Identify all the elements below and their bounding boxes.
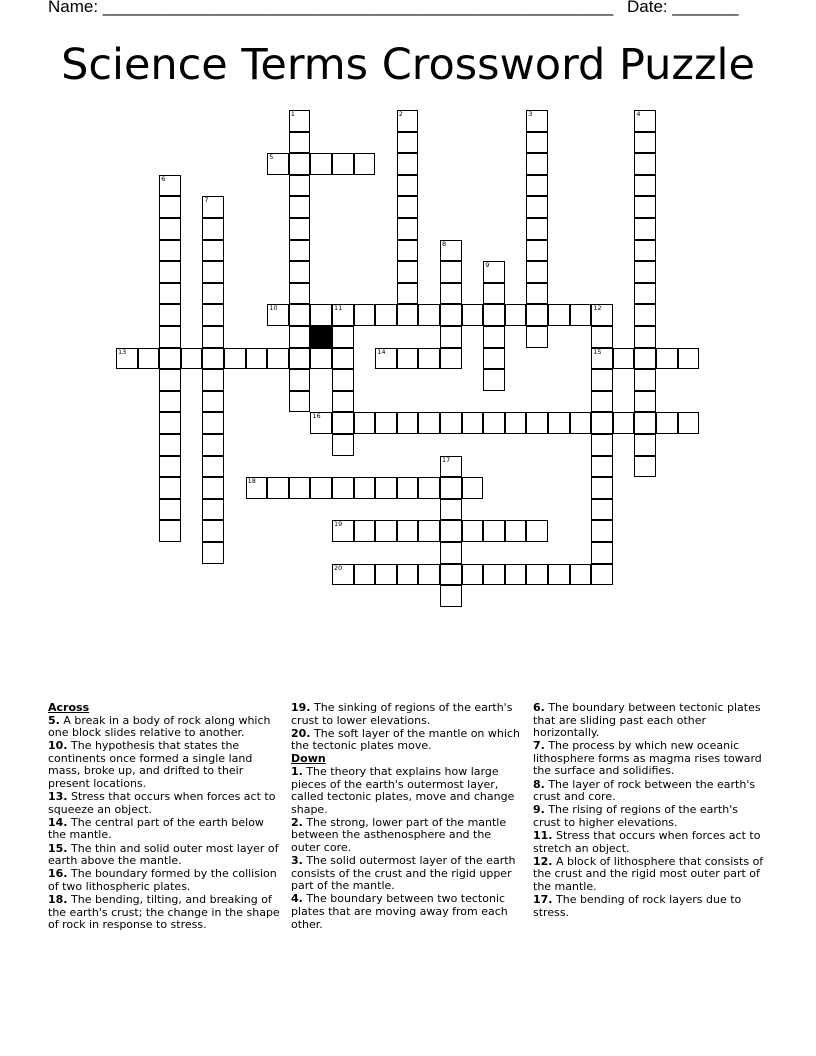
grid-cell[interactable] — [440, 304, 462, 326]
down-heading: Down — [291, 752, 326, 766]
grid-cell[interactable] — [440, 520, 462, 542]
clue-number-label: 20. — [291, 726, 311, 740]
grid-cell[interactable] — [267, 348, 289, 370]
grid-cell[interactable] — [332, 520, 354, 542]
clue-text: The hypothesis that states the continents once formed a single land mass, broke up, and drifted to their present locations. — [48, 739, 253, 791]
grid-cell[interactable] — [462, 477, 484, 499]
clue-number-label: 12. — [533, 854, 553, 868]
grid-cell[interactable] — [354, 564, 376, 586]
grid-cell[interactable] — [332, 348, 354, 370]
grid-cell[interactable] — [591, 499, 613, 521]
grid-cell[interactable] — [159, 240, 181, 262]
grid-cell[interactable] — [397, 261, 419, 283]
grid-cell[interactable] — [159, 196, 181, 218]
crossword-grid — [116, 110, 716, 610]
grid-cell[interactable] — [418, 412, 440, 434]
grid-cell[interactable] — [526, 110, 548, 132]
clue-number: 11 — [334, 304, 343, 313]
clue-number-label: 15. — [48, 841, 68, 855]
clue-number-label: 14. — [48, 815, 68, 829]
grid-cell[interactable] — [591, 304, 613, 326]
grid-cell[interactable] — [634, 412, 656, 434]
grid-cell[interactable] — [289, 196, 311, 218]
grid-cell[interactable] — [289, 110, 311, 132]
clue-number-label: 18. — [48, 892, 68, 906]
clue-text: The boundary formed by the collision of two lithospheric plates. — [48, 867, 277, 893]
grid-cell[interactable] — [418, 304, 440, 326]
grid-cell[interactable] — [397, 564, 419, 586]
clue-down — [533, 779, 765, 804]
grid-cell[interactable] — [202, 218, 224, 240]
grid-cell[interactable] — [202, 240, 224, 262]
grid-cell[interactable] — [462, 564, 484, 586]
grid-cell[interactable] — [310, 412, 332, 434]
clue-down — [533, 740, 765, 778]
grid-cell[interactable] — [202, 196, 224, 218]
grid-cell[interactable] — [526, 412, 548, 434]
header — [48, 0, 748, 20]
grid-cell[interactable] — [634, 456, 656, 478]
grid-cell[interactable] — [289, 218, 311, 240]
grid-cell[interactable] — [289, 369, 311, 391]
grid-cell[interactable] — [634, 283, 656, 305]
clue-across — [291, 728, 523, 753]
grid-cell[interactable] — [526, 218, 548, 240]
clue-number: 4 — [636, 110, 641, 118]
grid-cell[interactable] — [116, 348, 138, 370]
grid-cell[interactable] — [354, 520, 376, 542]
grid-cell[interactable] — [267, 304, 289, 326]
clue-number-label: 8. — [533, 777, 545, 791]
clue-down — [291, 766, 523, 816]
grid-cell[interactable] — [202, 283, 224, 305]
grid-cell[interactable] — [418, 348, 440, 370]
grid-cell[interactable] — [483, 520, 505, 542]
grid-cell[interactable] — [332, 153, 354, 175]
grid-cell[interactable] — [397, 153, 419, 175]
grid-cell[interactable] — [375, 477, 397, 499]
clue-number: 8 — [442, 239, 447, 248]
clue-text: The bending of rock layers due to stress. — [533, 892, 742, 919]
grid-cell[interactable] — [634, 434, 656, 456]
grid-cell[interactable] — [397, 520, 419, 542]
grid-cell[interactable] — [354, 304, 376, 326]
clue-number: 5 — [269, 153, 274, 162]
clue-number-label: 11. — [533, 828, 553, 842]
clue-number: 16 — [312, 412, 321, 421]
grid-cell[interactable] — [440, 326, 462, 348]
grid-cell[interactable] — [289, 261, 311, 283]
grid-cell[interactable] — [634, 348, 656, 370]
grid-cell[interactable] — [202, 369, 224, 391]
grid-cell[interactable] — [591, 434, 613, 456]
grid-cell[interactable] — [526, 304, 548, 326]
clue-number: 6 — [161, 174, 166, 183]
grid-cell[interactable] — [375, 520, 397, 542]
clue-text: The boundary between tectonic plates that are sliding past each other horizontally. — [533, 701, 761, 740]
clue-number: 14 — [377, 347, 386, 356]
grid-cell[interactable] — [159, 456, 181, 478]
grid-cell[interactable] — [289, 153, 311, 175]
grid-cell[interactable] — [354, 477, 376, 499]
clue-across — [48, 843, 280, 868]
clue-text: Stress that occurs when forces act to stretch an object. — [533, 828, 761, 855]
grid-cell[interactable] — [591, 542, 613, 564]
grid-cell[interactable] — [310, 153, 332, 175]
grid-cell[interactable] — [332, 326, 354, 348]
grid-cell[interactable] — [354, 412, 376, 434]
clue-number-label: 9. — [533, 803, 545, 817]
clue-number: 2 — [398, 110, 403, 118]
clue-down — [533, 856, 765, 894]
grid-cell[interactable] — [570, 412, 592, 434]
grid-cell[interactable] — [591, 326, 613, 348]
grid-cell[interactable] — [159, 477, 181, 499]
grid-cell[interactable] — [591, 391, 613, 413]
clue-across — [48, 868, 280, 893]
clue-number-label: 7. — [533, 739, 545, 753]
grid-cell[interactable] — [202, 434, 224, 456]
clue-down — [533, 894, 765, 919]
grid-cell[interactable] — [526, 261, 548, 283]
grid-cell[interactable] — [202, 542, 224, 564]
grid-cell[interactable] — [397, 196, 419, 218]
grid-cell[interactable] — [332, 412, 354, 434]
grid-cell[interactable] — [202, 477, 224, 499]
grid-cell[interactable] — [634, 153, 656, 175]
clue-number-label: 3. — [291, 854, 303, 868]
grid-cell[interactable] — [397, 218, 419, 240]
clue-text: The sinking of regions of the earth's crust to lower elevations. — [291, 701, 513, 727]
grid-cell[interactable] — [202, 261, 224, 283]
clue-down — [533, 830, 765, 855]
grid-cell[interactable] — [332, 391, 354, 413]
grid-cell[interactable] — [159, 369, 181, 391]
clue-number: 13 — [118, 347, 127, 356]
clue-text: The thin and solid outer most layer of earth above the mantle. — [48, 841, 279, 868]
grid-cell[interactable] — [483, 261, 505, 283]
grid-cell[interactable] — [332, 477, 354, 499]
clue-text: The layer of rock between the earth's crust and core. — [533, 777, 756, 804]
clue-across — [48, 740, 280, 790]
grid-cell[interactable] — [310, 348, 332, 370]
grid-cell[interactable] — [397, 132, 419, 154]
grid-cell[interactable] — [526, 132, 548, 154]
grid-cell[interactable] — [526, 196, 548, 218]
grid-cell[interactable] — [332, 564, 354, 586]
across-heading: Across — [48, 701, 90, 714]
grid-cell[interactable] — [159, 391, 181, 413]
grid-cell[interactable] — [483, 369, 505, 391]
grid-cell[interactable] — [505, 412, 527, 434]
grid-cell[interactable] — [505, 520, 527, 542]
grid-cell[interactable] — [202, 520, 224, 542]
grid-cell[interactable] — [591, 564, 613, 586]
grid-cell[interactable] — [159, 261, 181, 283]
grid-cell[interactable] — [202, 412, 224, 434]
clue-down — [291, 817, 523, 855]
grid-cell[interactable] — [634, 110, 656, 132]
grid-cell[interactable] — [634, 304, 656, 326]
grid-cell[interactable] — [397, 175, 419, 197]
grid-cell[interactable] — [202, 456, 224, 478]
grid-cell[interactable] — [267, 153, 289, 175]
clue-text: A block of lithosphere that consists of the crust and the rigid most outer part of the mantle. — [533, 854, 764, 893]
clue-down — [533, 804, 765, 829]
grid-cell[interactable] — [289, 391, 311, 413]
clue-number: 1 — [290, 110, 295, 118]
clue-text: The boundary between two tectonic plates that are moving away from each other. — [291, 892, 508, 931]
grid-cell[interactable] — [440, 261, 462, 283]
clues-column-2 — [291, 702, 523, 932]
grid-cell[interactable] — [526, 153, 548, 175]
grid-cell[interactable] — [483, 326, 505, 348]
clue-number-label: 6. — [533, 701, 545, 714]
clue-text: The theory that explains how large pieces of the earth's outermost layer, called tectonic plates, move and change shape. — [291, 764, 515, 816]
clue-text: The strong, lower part of the mantle between the asthenosphere and the outer core. — [291, 815, 507, 855]
grid-cell[interactable] — [159, 175, 181, 197]
grid-cell[interactable] — [267, 477, 289, 499]
grid-cell[interactable] — [375, 304, 397, 326]
clue-number: 3 — [528, 110, 533, 118]
grid-cell[interactable] — [634, 218, 656, 240]
grid-cell[interactable] — [634, 369, 656, 391]
clue-text: Stress that occurs when forces act to squeeze an object. — [48, 790, 276, 816]
grid-cell[interactable] — [591, 348, 613, 370]
clue-text: The solid outermost layer of the earth consists of the crust and the rigid upper part of the mantle. — [291, 854, 516, 893]
clue-number: 17 — [442, 455, 451, 464]
grid-cell[interactable] — [289, 477, 311, 499]
clue-text: The rising of regions of the earth's crust to higher elevations. — [533, 803, 738, 829]
clue-number-label: 1. — [291, 764, 303, 778]
grid-cell[interactable] — [418, 564, 440, 586]
page-title: Science Terms Crossword Puzzle — [61, 40, 755, 90]
grid-cell[interactable] — [375, 412, 397, 434]
clue-number: 7 — [204, 196, 209, 205]
grid-cell[interactable] — [289, 132, 311, 154]
grid-cell[interactable] — [397, 110, 419, 132]
grid-cell[interactable] — [159, 218, 181, 240]
grid-cell[interactable] — [440, 456, 462, 478]
grid-cell[interactable] — [397, 240, 419, 262]
grid-cell[interactable] — [591, 477, 613, 499]
clue-number: 9 — [485, 261, 490, 270]
grid-cell[interactable] — [570, 564, 592, 586]
grid-cell[interactable] — [159, 304, 181, 326]
grid-cell[interactable] — [526, 240, 548, 262]
grid-cell[interactable] — [526, 283, 548, 305]
grid-cell[interactable] — [548, 412, 570, 434]
clue-text: The soft layer of the mantle on which the tectonic plates move. — [291, 726, 520, 753]
grid-cell[interactable] — [634, 240, 656, 262]
grid-cell[interactable] — [418, 477, 440, 499]
grid-cell[interactable] — [483, 412, 505, 434]
clue-number-label: 16. — [48, 867, 68, 881]
clue-number-label: 4. — [291, 892, 303, 906]
grid-cell[interactable] — [440, 412, 462, 434]
clue-number: 20 — [334, 563, 343, 572]
grid-cell[interactable] — [397, 348, 419, 370]
grid-cell[interactable] — [159, 283, 181, 305]
clue-number-label: 10. — [48, 739, 68, 753]
grid-cell[interactable] — [289, 240, 311, 262]
clue-number: 10 — [269, 304, 278, 313]
clue-number: 12 — [593, 304, 602, 313]
grid-cell[interactable] — [440, 542, 462, 564]
grid-cell[interactable] — [289, 175, 311, 197]
clue-across — [48, 715, 280, 740]
grid-cell[interactable] — [289, 304, 311, 326]
grid-cell[interactable] — [397, 283, 419, 305]
grid-cell[interactable] — [548, 564, 570, 586]
clues-column-1 — [48, 702, 280, 932]
grid-cell[interactable] — [397, 477, 419, 499]
black-square — [310, 326, 332, 348]
date-field[interactable]: Date: _______ — [627, 0, 739, 16]
grid-cell[interactable] — [332, 434, 354, 456]
grid-cell[interactable] — [159, 326, 181, 348]
grid-cell[interactable] — [440, 283, 462, 305]
name-field[interactable]: Name: ______________________________________________________ — [48, 0, 614, 16]
grid-cell[interactable] — [246, 348, 268, 370]
grid-cell[interactable] — [440, 348, 462, 370]
grid-cell[interactable] — [570, 304, 592, 326]
clue-down — [291, 893, 523, 931]
grid-cell[interactable] — [483, 283, 505, 305]
grid-cell[interactable] — [202, 326, 224, 348]
grid-cell[interactable] — [440, 499, 462, 521]
clue-down — [291, 855, 523, 893]
grid-cell[interactable] — [397, 412, 419, 434]
grid-cell[interactable] — [656, 348, 678, 370]
grid-cell[interactable] — [289, 348, 311, 370]
clue-number: 19 — [334, 520, 343, 529]
grid-cell[interactable] — [591, 456, 613, 478]
grid-cell[interactable] — [591, 369, 613, 391]
grid-cell[interactable] — [678, 412, 700, 434]
clue-across — [48, 791, 280, 816]
clue-number-label: 19. — [291, 701, 311, 714]
grid-cell[interactable] — [202, 304, 224, 326]
grid-cell[interactable] — [440, 240, 462, 262]
grid-cell[interactable] — [634, 326, 656, 348]
grid-cell[interactable] — [634, 175, 656, 197]
grid-cell[interactable] — [483, 348, 505, 370]
grid-cell[interactable] — [462, 412, 484, 434]
clue-across — [48, 817, 280, 842]
clue-text: The central part of the earth below the mantle. — [48, 815, 264, 842]
clues-column-3 — [533, 702, 765, 920]
grid-cell[interactable] — [159, 520, 181, 542]
grid-cell[interactable] — [397, 304, 419, 326]
clue-across — [48, 894, 280, 932]
clue-text: A break in a body of rock along which one block slides relative to another. — [48, 713, 271, 740]
grid-cell[interactable] — [159, 434, 181, 456]
grid-cell[interactable] — [634, 391, 656, 413]
clue-down — [533, 702, 765, 740]
grid-cell[interactable] — [526, 175, 548, 197]
clue-number-label: 17. — [533, 892, 553, 906]
clue-number-label: 2. — [291, 815, 303, 829]
grid-cell[interactable] — [138, 348, 160, 370]
grid-cell[interactable] — [181, 348, 203, 370]
grid-cell[interactable] — [613, 348, 635, 370]
grid-cell[interactable] — [505, 304, 527, 326]
grid-cell[interactable] — [375, 564, 397, 586]
grid-cell[interactable] — [613, 412, 635, 434]
grid-cell[interactable] — [678, 348, 700, 370]
grid-cell[interactable] — [289, 326, 311, 348]
clue-number: 15 — [593, 347, 602, 356]
grid-cell[interactable] — [418, 520, 440, 542]
grid-cell[interactable] — [483, 304, 505, 326]
grid-cell[interactable] — [332, 369, 354, 391]
grid-cell[interactable] — [440, 564, 462, 586]
grid-cell[interactable] — [526, 564, 548, 586]
grid-cell[interactable] — [159, 348, 181, 370]
grid-cell[interactable] — [289, 283, 311, 305]
grid-cell[interactable] — [246, 477, 268, 499]
grid-cell[interactable] — [591, 520, 613, 542]
clue-number-label: 13. — [48, 790, 68, 804]
grid-cell[interactable] — [526, 326, 548, 348]
grid-cell[interactable] — [202, 348, 224, 370]
clue-text: The process by which new oceanic lithosphere forms as magma rises toward the surface and solidifies. — [533, 739, 762, 778]
grid-cell[interactable] — [462, 520, 484, 542]
grid-cell[interactable] — [634, 196, 656, 218]
grid-cell[interactable] — [462, 304, 484, 326]
clue-text: The bending, tilting, and breaking of the earth's crust; the change in the shape of rock in response to stress. — [48, 892, 280, 932]
grid-cell[interactable] — [332, 304, 354, 326]
clue-number: 18 — [247, 477, 256, 486]
grid-cell[interactable] — [548, 304, 570, 326]
grid-cell[interactable] — [483, 564, 505, 586]
grid-cell[interactable] — [505, 564, 527, 586]
grid-cell[interactable] — [159, 499, 181, 521]
clue-across — [291, 702, 523, 727]
grid-cell[interactable] — [526, 520, 548, 542]
grid-cell[interactable] — [202, 499, 224, 521]
grid-cell[interactable] — [634, 261, 656, 283]
grid-cell[interactable] — [634, 132, 656, 154]
grid-cell[interactable] — [354, 153, 376, 175]
grid-cell[interactable] — [375, 348, 397, 370]
grid-cell[interactable] — [310, 477, 332, 499]
grid-cell[interactable] — [440, 477, 462, 499]
grid-cell[interactable] — [656, 412, 678, 434]
grid-cell[interactable] — [591, 412, 613, 434]
grid-cell[interactable] — [202, 391, 224, 413]
grid-cell[interactable] — [440, 585, 462, 607]
grid-cell[interactable] — [310, 304, 332, 326]
grid-cell[interactable] — [224, 348, 246, 370]
grid-cell[interactable] — [159, 412, 181, 434]
clue-number-label: 5. — [48, 713, 60, 727]
